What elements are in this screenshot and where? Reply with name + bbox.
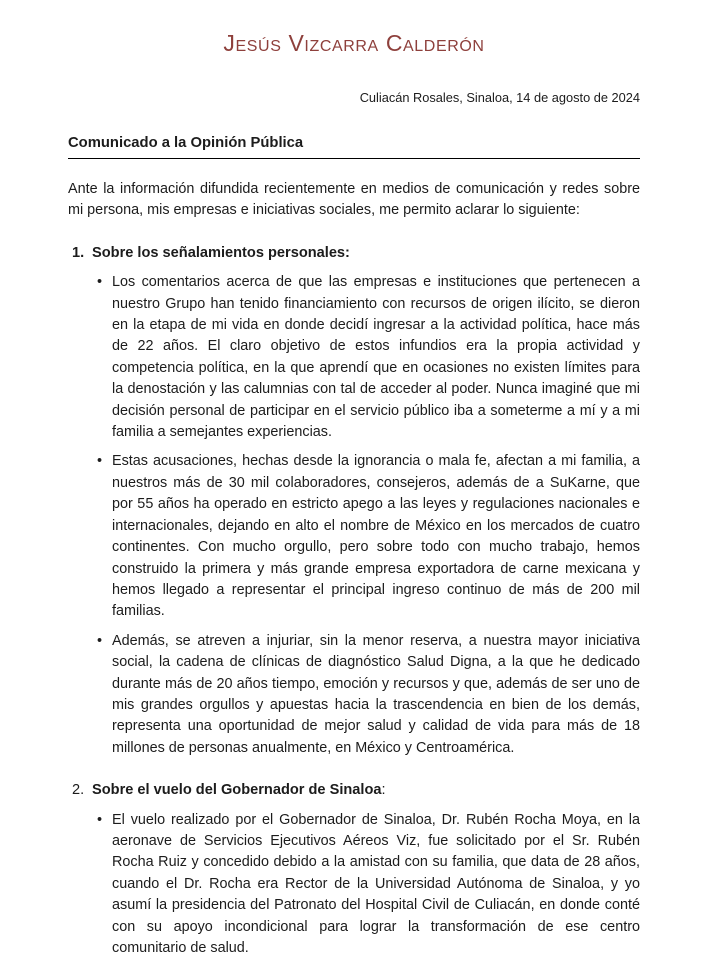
list-item xyxy=(68,451,640,622)
communique-heading: Comunicado a la Opinión Pública xyxy=(68,135,640,159)
document-author-title: Jesús Vizcarra Calderón xyxy=(223,30,485,56)
section-heading xyxy=(68,243,640,264)
bullet-text: Los comentarios acerca de que las empresas e instituciones que pertenecen a nuestro Grupo han tenido financiamiento con recursos de origen ilícito, se dieron en la etapa de mi vida en donde decidí ingresar a la actividad política, hace más de 22 años. El claro objetivo de estos infundios era la propia actividad y competencia política, en la que aprendí que en ocasiones no existen límites para la denostación y las calumnias con tal de acceder al poder. Nunca imaginé que mi decisión personal de participar en el servicio público iba a someterme a mí y a mi familia a semejantes experiencias. xyxy=(112,274,640,441)
bullet-text: El vuelo realizado por el Gobernador de Sinaloa, Dr. Rubén Rocha Moya, en la aeronave de Servicios Ejecutivos Aéreos Viz, fue solicitado por el Sr. Rubén Rocha Ruiz y concedido debido a la amistad con su familia, que data de 28 años, cuando el Dr. Rocha era Rector de la Universidad Autónoma de Sinaloa, y yo asumí la presidencia del Patronato del Hospital Civil de Culiacán, en donde conté con su apoyo incondicional para lograr la transformación de ese centro comunitario de salud. xyxy=(112,811,640,956)
bullet-marker: • xyxy=(97,453,103,470)
dateline: Culiacán Rosales, Sinaloa, 14 de agosto de 2024 xyxy=(359,90,640,105)
bullet-marker: • xyxy=(97,274,103,291)
bullet-text: Estas acusaciones, hechas desde la ignorancia o mala fe, afectan a mi familia, a nuestros más de 30 mil colaboradores, consejeros, además de a SuKarne, que por 55 años ha operado en estricto apego a las leyes y regulaciones nacionales e internacionales, dejando en alto el nombre de México en los mercados de cuatro continentes. Con mucho orgullo, pero sobre todo con mucho trabajo, hemos construido la primera y más grande empresa exportadora de carne mexicana y hemos llegado a representar el principal ingreso continuo de más de 200 mil familias. xyxy=(112,453,640,620)
intro-paragraph: Ante la información difundida recientemente en medios de comunicación y redes sobre mi persona, mis empresas e iniciativas sociales, me permito aclarar lo siguiente: xyxy=(68,181,640,219)
section-heading xyxy=(68,780,640,801)
section-title: Sobre el vuelo del Gobernador de Sinaloa xyxy=(92,782,382,799)
list-item xyxy=(68,810,640,959)
list-item xyxy=(68,272,640,443)
bullet-marker: • xyxy=(97,632,103,649)
bullet-marker: • xyxy=(97,811,103,828)
section-number: 1. xyxy=(72,244,85,261)
section-title: Sobre los señalamientos personales: xyxy=(92,244,350,261)
section-number: 2. xyxy=(72,782,85,799)
list-item xyxy=(68,631,640,759)
section-personal-allegations xyxy=(68,243,640,759)
section-governor-flight xyxy=(68,780,640,959)
bullet-text: Además, se atreven a injuriar, sin la menor reserva, a nuestra mayor iniciativa social, la cadena de clínicas de diagnóstico Salud Digna, a la que he dedicado durante más de 20 años tiempo, emoción y recursos y que, además de ser uno de mis grandes orgullos y apuestas hacia la trascendencia en bien de los demás, representa una oportunidad de mejor salud y calidad de vida para más de 18 millones de personas anualmente, en México y Centroamérica. xyxy=(112,632,640,756)
section-title-suffix: : xyxy=(381,782,386,799)
